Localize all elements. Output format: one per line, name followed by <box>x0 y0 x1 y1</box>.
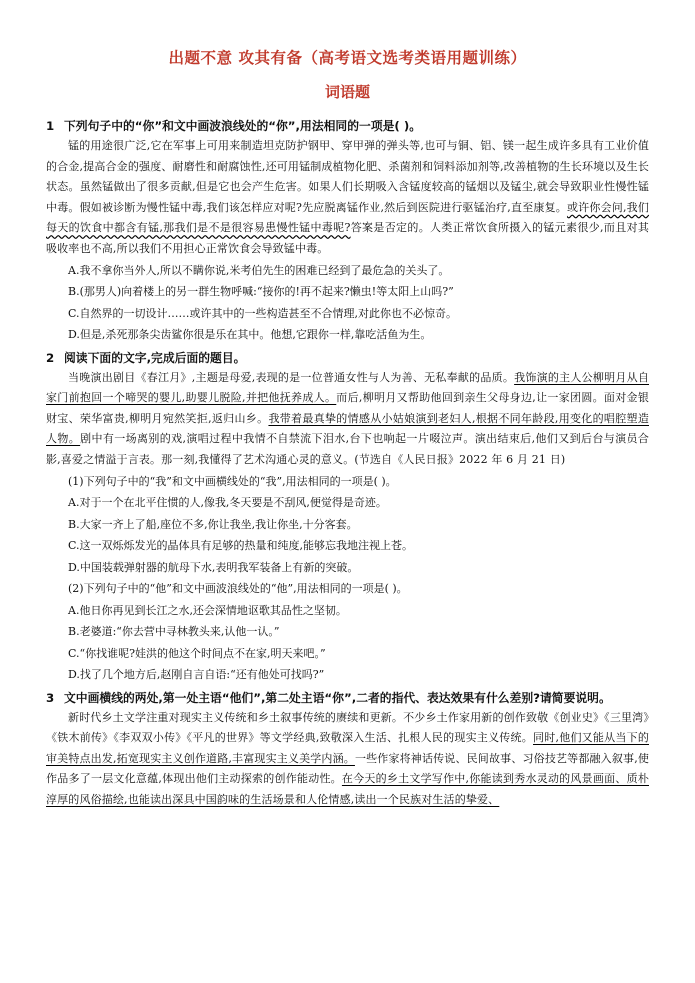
option-b: B.(那男人)向着楼上的另一群生物呼喊:“接你的!再不起来?懒虫!等太阳上山吗?” <box>68 285 454 299</box>
question-1-stem <box>46 116 649 136</box>
question-3-stem <box>46 688 649 708</box>
passage-text: 而后,柳明月又帮助他回到亲生父母身边,让一家团圆。面对金银财宝、荣华富贵,柳明月宛然笑拒,返归山乡。 <box>46 391 650 425</box>
question-text: 下列句子中的“你”和文中画波浪线处的“你”,用法相同的一项是( )。 <box>64 119 422 133</box>
passage-text: 剧中有一场离别的戏,演唱过程中我情不自禁流下泪水,台下也响起一片啜泣声。演出结束后,他们又到后台与演员合影,喜爱之情溢于言表。那一刻,我懂得了艺术沟通心灵的意义。(节选自《人民日报》2022 年 6 月 21 日) <box>46 432 649 466</box>
option-a: A.对于一个在北平住惯的人,像我,冬天要是不刮风,便觉得是奇迹。 <box>68 496 387 510</box>
question-number: 2 <box>46 350 55 365</box>
underlined-text: 我饰演的主人公柳明月从自家门前抱回一个啼哭的婴儿,助婴儿脱险,并把他抚养成人。 <box>46 370 649 405</box>
option-d: D.找了几个地方后,赵刚自言自语:“还有他处可找吗?” <box>68 668 325 682</box>
page-subtitle: 词语题 <box>324 83 370 101</box>
question-number: 1 <box>46 119 55 133</box>
option-a: A.我不拿你当外人,所以不瞒你说,米考伯先生的困难已经到了最危急的关头了。 <box>68 263 450 277</box>
question-2-stem <box>46 348 649 368</box>
question-number: 3 <box>46 690 55 705</box>
question-text: 阅读下面的文字,完成后面的题目。 <box>64 350 246 365</box>
option-c: C.“你找谁呢?娃洪的他这个时间点不在家,明天来吧。” <box>68 646 326 660</box>
underlined-text: 在今天的乡土文学写作中,你能读到秀水灵动的风景画面、质朴淳厚的风俗描绘,也能读出深具中国韵味的生活场景和人伦情感,读出一个民族对生活的挚爱、 <box>46 772 649 806</box>
option-d: D.中国装载弹射器的航母下水,表明我军装备上有新的突破。 <box>68 560 359 574</box>
sub-question-2-stem: (2)下列句子中的“他”和文中画波浪线处的“他”,用法相同的一项是( )。 <box>68 582 408 596</box>
option-a: A.他日你再见到长江之水,还会深情地讴歌其品性之坚韧。 <box>68 603 347 617</box>
question-1-passage <box>46 136 649 260</box>
underlined-text: 同时,他们又能从当下的审美特点出发,拓宽现实主义创作道路,丰富现实主义美学内涵。 <box>46 731 649 765</box>
question-2-passage <box>46 368 649 471</box>
option-b: B.大家一齐上了船,座位不多,你让我坐,我让你坐,十分客套。 <box>68 517 358 531</box>
underlined-text: 我带着最真挚的情感从小姑娘演到老妇人,根据不同年龄段,用变化的唱腔塑造人物。 <box>46 411 649 446</box>
sub-question-1-stem: (1)下列句子中的“我”和文中画横线处的“我”,用法相同的一项是( )。 <box>68 474 397 488</box>
passage-text: 锰的用途很广泛,它在军事上可用来制造坦克防护钢甲、穿甲弹的弹头等,也可与铜、铝、镁一起生成许多具有工业价值的合金,提高合金的强度、耐磨性和耐腐蚀性,还可用锰制成植物化肥、杀菌剂和饲料添加剂等,改善植物的生长环境以及生长状态。虽然锰做出了很多贡献,但是它也会产生危害。如果人们长期吸入含锰度较高的锰烟以及锰尘,就会导致职业性慢性锰中毒。假如被诊断为慢性锰中毒,我们该怎样应对呢?先应脱离锰作业,然后到医院进行驱锰治疗,直至康复。 <box>46 139 649 214</box>
option-b: B.老婆道:“你去营中寻林教头来,认他一认。” <box>68 625 280 639</box>
question-text: 文中画横线的两处,第一处主语“他们”,第二处主语“你”,二者的指代、表达效果有什么差别?请简要说明。 <box>64 690 611 705</box>
passage-text: 当晚演出剧目《春江月》,主题是母爱,表现的是一位普通女性与人为善、无私奉献的品质。 <box>68 370 515 384</box>
option-d: D.但是,杀死那条尖齿鲨你很是乐在其中。他想,它跟你一样,靠吃活鱼为生。 <box>68 328 432 342</box>
passage-text: 答案是否定的。人类正常饮食所摄入的锰元素很少,而且对其吸收率也不高,所以我们不用担心正常饮食会导致锰中毒。 <box>46 221 650 255</box>
passage-text: 一些作家将神话传说、民间故事、习俗技艺等都融入叙事,使作品多了一层文化意蕴,体现出他们主动探索的创作能动性。 <box>46 751 650 786</box>
page-title: 出题不意 攻其有备（高考语文选考类语用题训练） <box>168 49 527 67</box>
wavy-underlined-text: 或许你会问,我们每天的饮食中都含有锰,那我们是不是很容易患慢性锰中毒呢? <box>46 200 650 235</box>
passage-text: 新时代乡土文学注重对现实主义传统和乡土叙事传统的赓续和更新。不少乡土作家用新的创作致敬《创业史》《三里湾》《铁木前传》《李双双小传》《平凡的世界》等文学经典,致敬深入生活、扎根人民的现实主义传统。 <box>46 710 649 745</box>
option-c: C.这一双烁烁发光的晶体具有足够的热量和纯度,能够忘我地注视上苍。 <box>68 539 414 553</box>
question-3-passage <box>46 708 649 811</box>
option-c: C.自然界的一切设计……或许其中的一些构造甚至不合情理,对此你也不必惊奇。 <box>68 306 458 320</box>
